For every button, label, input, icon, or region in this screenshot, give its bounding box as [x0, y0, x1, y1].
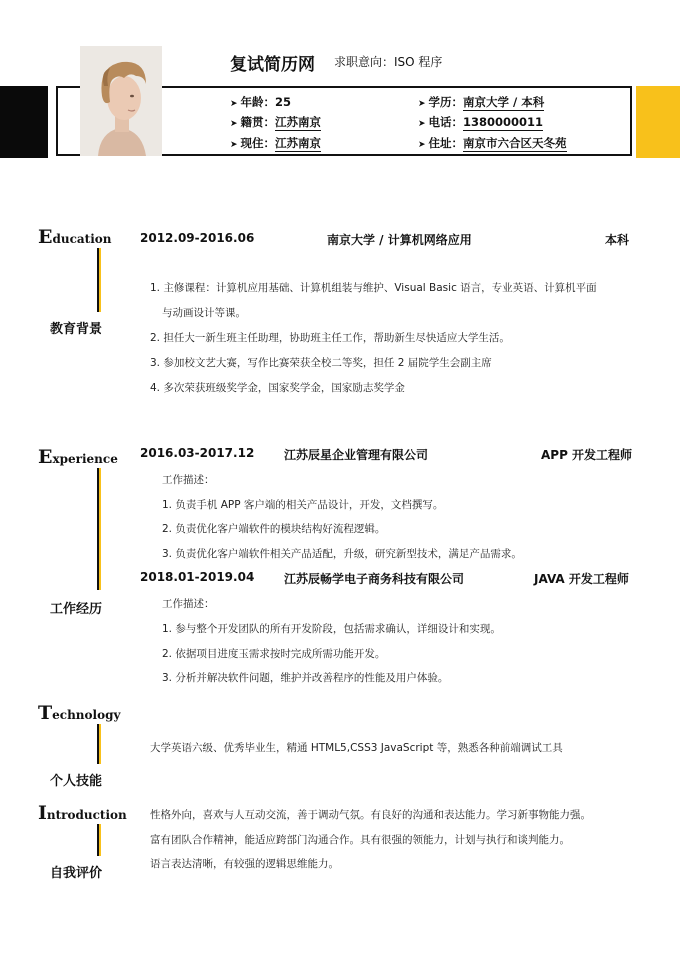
arrow-icon: ➤ [230, 119, 238, 129]
arrow-icon: ➤ [230, 99, 238, 109]
job-title: JAVA 开发工程师 [534, 572, 629, 586]
job-period: 2016.03-2017.12 [140, 446, 255, 460]
job-item: 2. 负责优化客户端软件的模块结构好流程逻辑。 [162, 523, 386, 535]
job-company: 江苏辰畅学电子商务科技有限公司 [284, 572, 465, 586]
arrow-icon: ➤ [418, 99, 426, 109]
header-black-bar [0, 86, 48, 158]
job-desc-label: 工作描述： [162, 474, 215, 486]
introduction-divider [97, 824, 101, 856]
portrait-image [80, 46, 162, 156]
technology-title-zh: 个人技能 [50, 774, 103, 789]
info-age: ➤ 年龄：25 [230, 95, 292, 109]
arrow-icon: ➤ [230, 140, 238, 150]
job-title: APP 开发工程师 [541, 448, 633, 462]
technology-text: 大学英语六级、优秀毕业生，精通 HTML5,CSS3 JavaScript 等，熟悉各种前端调试工具 [150, 742, 563, 754]
education-period: 2012.09-2016.06 [140, 231, 255, 245]
experience-divider [97, 468, 101, 590]
info-address: ➤ 住址：南京市六合区天冬苑 [418, 136, 567, 150]
introduction-line: 语言表达清晰，有较强的逻辑思维能力。 [150, 858, 339, 870]
arrow-icon: ➤ [418, 119, 426, 129]
technology-divider [97, 724, 101, 764]
job-intent: 求职意向：ISO 程序 [334, 55, 443, 69]
job-item: 1. 参与整个开发团队的所有开发阶段，包括需求确认，详细设计和实现。 [162, 623, 501, 635]
education-item: 3. 参加校文艺大赛，写作比赛荣获全校二等奖，担任 2 届院学生会副主席 [150, 357, 492, 369]
experience-title-en: Experience [38, 446, 118, 468]
job-company: 江苏辰星企业管理有限公司 [284, 448, 429, 462]
info-education: ➤ 学历：南京大学 / 本科 [418, 95, 545, 109]
introduction-title-en: Introduction [38, 802, 127, 824]
job-desc-label: 工作描述： [162, 598, 215, 610]
experience-title-zh: 工作经历 [50, 602, 103, 617]
education-item: 4. 多次荣获班级奖学金，国家奖学金，国家励志奖学金 [150, 382, 405, 394]
job-period: 2018.01-2019.04 [140, 570, 255, 584]
introduction-line: 富有团队合作精神，能适应跨部门沟通合作。具有很强的领能力，计划与执行和谈判能力。 [150, 834, 570, 846]
education-degree: 本科 [605, 233, 630, 247]
arrow-icon: ➤ [418, 140, 426, 150]
education-item: 1. 主修课程：计算机应用基础、计算机组装与维护、Visual Basic 语言，专业英语、计算机平面 [150, 282, 597, 294]
job-item: 3. 负责优化客户端软件相关产品适配，升级，研究新型技术，满足产品需求。 [162, 548, 522, 560]
job-item: 2. 依据项目进度玉需求按时完成所需功能开发。 [162, 648, 386, 660]
education-school: 南京大学 / 计算机网络应用 [327, 233, 472, 247]
info-phone: ➤ 电话：1380000011 [418, 115, 544, 129]
job-item: 3. 分析并解决软件问题，维护并改善程序的性能及用户体验。 [162, 672, 449, 684]
education-item: 与动画设计等课。 [162, 307, 246, 319]
introduction-title-zh: 自我评价 [50, 866, 103, 881]
education-divider [97, 248, 101, 312]
job-item: 1. 负责手机 APP 客户端的相关产品设计，开发，文档撰写。 [162, 499, 444, 511]
profile-photo [80, 46, 162, 156]
education-title-en: Education [38, 226, 112, 248]
education-title-zh: 教育背景 [50, 322, 103, 337]
introduction-line: 性格外向，喜欢与人互动交流，善于调动气氛。有良好的沟通和表达能力。学习新事物能力强。 [150, 809, 591, 821]
technology-title-en: Technology [38, 702, 121, 724]
info-hometown: ➤ 籍贯：江苏南京 [230, 115, 322, 129]
education-item: 2. 担任大一新生班主任助理，协助班主任工作，帮助新生尽快适应大学生活。 [150, 332, 510, 344]
header-yellow-bar [636, 86, 680, 158]
applicant-name: 复试简历网 [230, 55, 315, 75]
info-residence: ➤ 现住：江苏南京 [230, 136, 322, 150]
